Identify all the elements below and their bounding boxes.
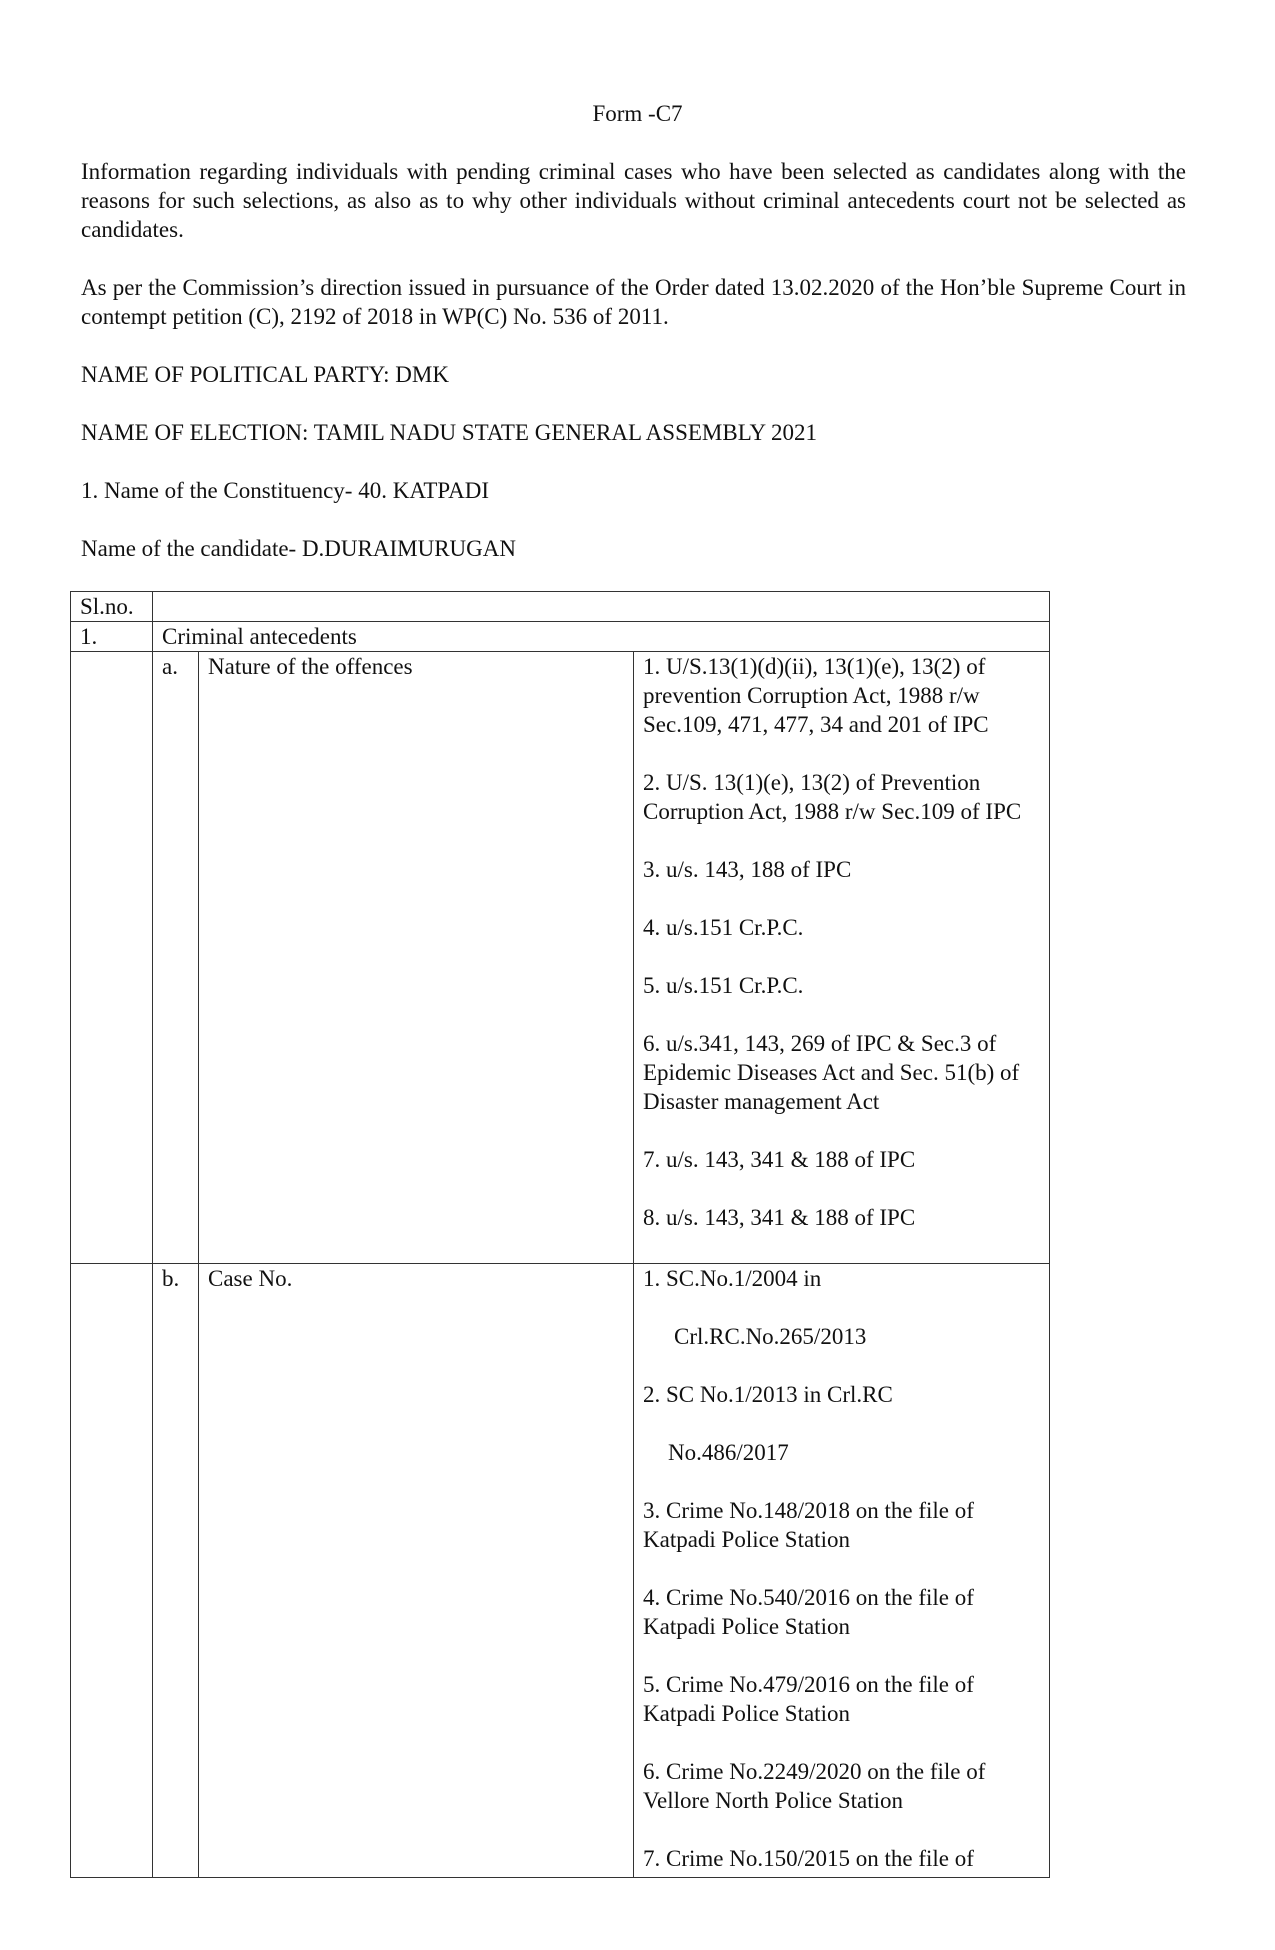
case-numbers-cell <box>634 1264 1050 1878</box>
row-letter: b. <box>153 1264 199 1878</box>
list-item: 1. SC.No.1/2004 in <box>643 1266 822 1291</box>
list-item: 7. u/s. 143, 341 & 188 of IPC <box>643 1147 916 1172</box>
row-label: Case No. <box>199 1264 634 1878</box>
list-item: 2. U/S. 13(1)(e), 13(2) of Prevention Corruption Act, 1988 r/w Sec.109 of IPC <box>643 770 1022 824</box>
row-letter: a. <box>153 652 199 1264</box>
header-blank-cell <box>153 592 1050 622</box>
list-item: No.486/2017 <box>668 1440 789 1465</box>
empty-cell <box>71 1264 153 1878</box>
party-line: NAME OF POLITICAL PARTY: DMK <box>81 362 449 387</box>
row-number: 1. <box>71 622 153 652</box>
slno-header: Sl.no. <box>71 592 153 622</box>
intro-paragraph: Information regarding individuals with pending criminal cases who have been selected as candidates along with the reasons for such selections, as also as to why other individuals without criminal antecedents court not be selected as candidates. <box>81 159 1186 242</box>
row-label: Criminal antecedents <box>153 622 1050 652</box>
table-row-case-no <box>71 1264 1050 1878</box>
constituency-line: 1. Name of the Constituency- 40. KATPADI <box>81 478 489 503</box>
row-label: Nature of the offences <box>199 652 634 1264</box>
empty-cell <box>71 652 153 1264</box>
candidate-line: Name of the candidate- D.DURAIMURUGAN <box>81 536 516 561</box>
list-item: 3. u/s. 143, 188 of IPC <box>643 857 852 882</box>
list-item: 8. u/s. 143, 341 & 188 of IPC <box>643 1205 916 1230</box>
list-item: Crl.RC.No.265/2013 <box>674 1324 867 1349</box>
table-row <box>71 622 1050 652</box>
table-row-offences <box>71 652 1050 1264</box>
list-item: 7. Crime No.150/2015 on the file of <box>643 1846 974 1871</box>
list-item: 3. Crime No.148/2018 on the file of Katpadi Police Station <box>643 1498 974 1552</box>
list-item: 6. Crime No.2249/2020 on the file of Vellore North Police Station <box>643 1759 986 1813</box>
list-item: 5. Crime No.479/2016 on the file of Katpadi Police Station <box>643 1672 974 1726</box>
list-item: 2. SC No.1/2013 in Crl.RC <box>643 1382 893 1407</box>
list-item: 4. u/s.151 Cr.P.C. <box>643 915 804 940</box>
list-item: 5. u/s.151 Cr.P.C. <box>643 973 804 998</box>
form-title: Form -C7 <box>592 101 683 126</box>
table-header-row <box>71 592 1050 622</box>
list-item: 6. u/s.341, 143, 269 of IPC & Sec.3 of Epidemic Diseases Act and Sec. 51(b) of Disaster management Act <box>643 1031 1020 1114</box>
offences-cell <box>634 652 1050 1264</box>
election-line: NAME OF ELECTION: TAMIL NADU STATE GENERAL ASSEMBLY 2021 <box>81 420 817 445</box>
direction-paragraph: As per the Commission’s direction issued in pursuance of the Order dated 13.02.2020 of the Hon’ble Supreme Court in contempt petition (C), 2192 of 2018 in WP(C) No. 536 of 2011. <box>81 275 1186 329</box>
list-item: 1. U/S.13(1)(d)(ii), 13(1)(e), 13(2) of prevention Corruption Act, 1988 r/w Sec.109, 471, 477, 34 and 201 of IPC <box>643 654 989 737</box>
list-item: 4. Crime No.540/2016 on the file of Katpadi Police Station <box>643 1585 974 1639</box>
criminal-antecedents-table <box>70 591 1050 1878</box>
